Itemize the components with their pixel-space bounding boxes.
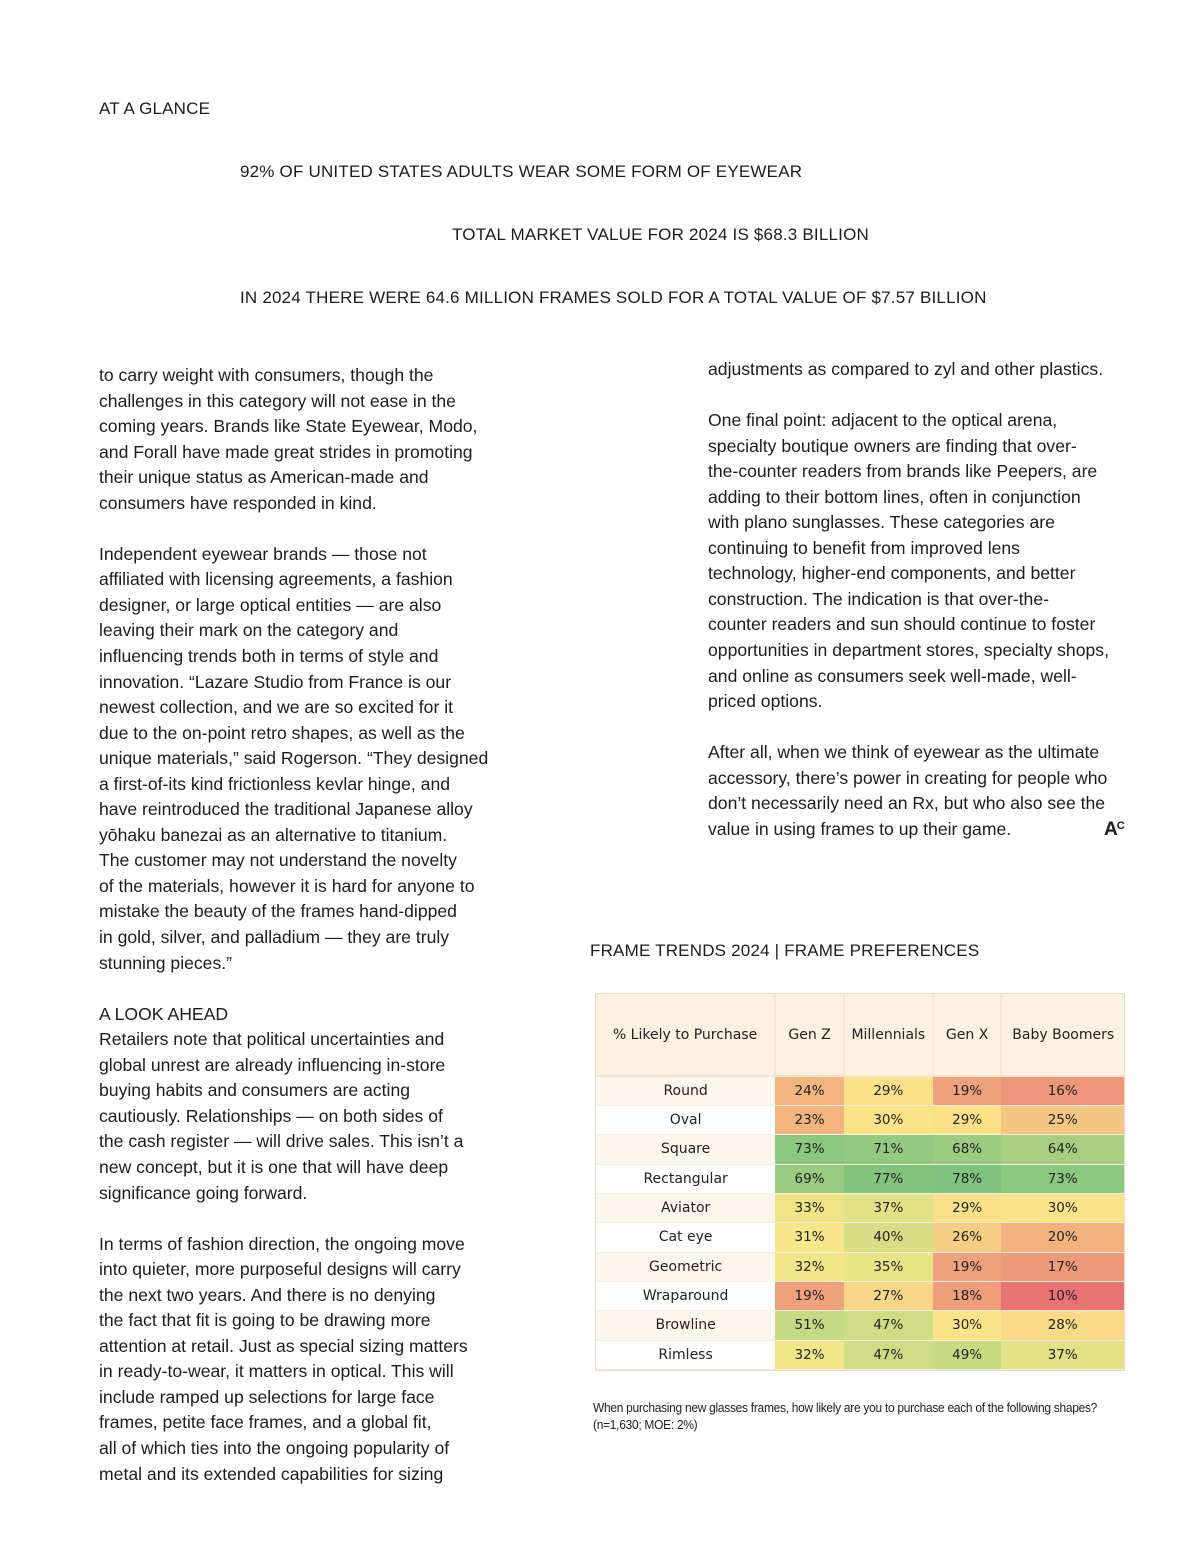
stat-market-value: TOTAL MARKET VALUE FOR 2024 IS $68.3 BILLION — [452, 225, 869, 244]
table-row — [596, 1281, 1124, 1310]
cell-gen-z: 73% — [775, 1135, 844, 1164]
row-label-shape: Square — [596, 1135, 775, 1164]
cell-baby-boomers: 37% — [1001, 1340, 1124, 1369]
cell-baby-boomers: 64% — [1001, 1135, 1124, 1164]
left-paragraph-3: Retailers note that political uncertainties and global unrest are already influencing in-store buying habits and consumers are acting cautiously. Relationships — on both sides of the cash register — will drive sales. This isn’t a new concept, but it is one that will have deep significance going forward. — [99, 1029, 464, 1203]
row-label-shape: Cat eye — [596, 1223, 775, 1252]
ac-logo-letter: A — [1104, 819, 1117, 840]
cell-millennials: 40% — [844, 1223, 933, 1252]
cell-gen-x: 49% — [933, 1340, 1002, 1369]
left-paragraph-2: Independent eyewear brands — those not affiliated with licensing agreements, a fashion designer, or large optical entities — are also leaving their mark on the category and influencing trends both in terms of style and innovation. “Lazare Studio from France is our newest collection, and we are so excited for it due to the on-point retro shapes, as well as the unique materials,” said Rogerson. “They designed a first-of-its kind frictionless kevlar hinge, and have reintroduced the traditional Japanese alloy yōhaku banezai as an alternative to titanium. The customer may not understand the novelty of the materials, however it is hard for anyone to mistake the beauty of the frames hand-dipped in gold, silver, and palladium — they are truly stunning pieces.” — [99, 543, 489, 973]
cell-gen-z: 19% — [775, 1281, 844, 1310]
cell-gen-x: 26% — [933, 1223, 1002, 1252]
ac-logo — [1104, 819, 1124, 841]
column-header-gen-z: Gen Z — [775, 994, 844, 1076]
cell-gen-x: 18% — [933, 1281, 1002, 1310]
ac-logo-superscript: C — [1116, 820, 1124, 832]
cell-millennials: 35% — [844, 1252, 933, 1281]
row-label-shape: Wraparound — [596, 1281, 775, 1310]
cell-millennials: 47% — [844, 1311, 933, 1340]
cell-gen-x: 78% — [933, 1164, 1002, 1193]
cell-baby-boomers: 16% — [1001, 1076, 1124, 1105]
cell-millennials: 71% — [844, 1135, 933, 1164]
cell-gen-z: 23% — [775, 1105, 844, 1134]
cell-gen-z: 32% — [775, 1252, 844, 1281]
row-label-shape: Geometric — [596, 1252, 775, 1281]
table-row — [596, 1340, 1124, 1369]
cell-millennials: 27% — [844, 1281, 933, 1310]
survey-caption: When purchasing new glasses frames, how likely are you to purchase each of the following shapes? (n=1,630; MOE: 2%) — [593, 1400, 1098, 1432]
cell-gen-x: 30% — [933, 1311, 1002, 1340]
frame-preferences-table — [595, 993, 1125, 1371]
table-row — [596, 1135, 1124, 1164]
cell-millennials: 29% — [844, 1076, 933, 1105]
table-row — [596, 1252, 1124, 1281]
left-paragraph-1: to carry weight with consumers, though the challenges in this category will not ease in the coming years. Brands like State Eyewear, Modo, and Forall have made great strides in promoting their unique status as American-made and consumers have responded in kind. — [99, 365, 478, 513]
cell-baby-boomers: 30% — [1001, 1193, 1124, 1222]
at-a-glance-label: AT A GLANCE — [99, 99, 211, 118]
row-label-shape: Browline — [596, 1311, 775, 1340]
cell-gen-x: 29% — [933, 1105, 1002, 1134]
table-header-row — [596, 994, 1124, 1076]
cell-gen-x: 19% — [933, 1076, 1002, 1105]
row-label-shape: Aviator — [596, 1193, 775, 1222]
right-paragraph-1: adjustments as compared to zyl and other plastics. — [708, 359, 1104, 379]
chart-title: FRAME TRENDS 2024 | FRAME PREFERENCES — [590, 941, 980, 960]
right-column — [708, 357, 1138, 842]
cell-millennials: 47% — [844, 1340, 933, 1369]
right-paragraph-2: One final point: adjacent to the optical arena, specialty boutique owners are finding that over- the-counter readers from brands like Peepers, are adding to their bottom lines, often in conjunction with plano sunglasses. These categories are continuing to benefit from improved lens technology, higher-end components, and better construction. The indication is that over-the- counter readers and sun should continue to foster opportunities in department stores, specialty shops, and online as consumers seek well-made, well- priced options. — [708, 410, 1109, 712]
table-row — [596, 1076, 1124, 1105]
column-header-baby-boomers: Baby Boomers — [1001, 994, 1124, 1076]
stat-frames-sold: IN 2024 THERE WERE 64.6 MILLION FRAMES SOLD FOR A TOTAL VALUE OF $7.57 BILLION — [240, 288, 987, 307]
cell-gen-z: 24% — [775, 1076, 844, 1105]
cell-baby-boomers: 10% — [1001, 1281, 1124, 1310]
cell-millennials: 30% — [844, 1105, 933, 1134]
stat-eyewear-adults: 92% OF UNITED STATES ADULTS WEAR SOME FORM OF EYEWEAR — [240, 162, 803, 181]
column-header-likely: % Likely to Purchase — [596, 994, 775, 1076]
row-label-shape: Rimless — [596, 1340, 775, 1369]
column-header-millennials: Millennials — [844, 994, 933, 1076]
table-row — [596, 1223, 1124, 1252]
cell-baby-boomers: 17% — [1001, 1252, 1124, 1281]
left-column — [99, 363, 509, 1487]
table-row — [596, 1311, 1124, 1340]
section-heading-look-ahead: A LOOK AHEAD — [99, 1003, 229, 1024]
cell-millennials: 77% — [844, 1164, 933, 1193]
cell-gen-x: 68% — [933, 1135, 1002, 1164]
left-paragraph-4: In terms of fashion direction, the ongoing move into quieter, more purposeful designs will carry the next two years. And there is no denying the fact that fit is going to be drawing more attention at retail. Just as special sizing matters in ready-to-wear, it matters in optical. This will include ramped up selections for large face frames, petite face frames, and a global fit, all of which ties into the ongoing popularity of metal and its extended capabilities for sizing — [99, 1233, 468, 1484]
cell-baby-boomers: 25% — [1001, 1105, 1124, 1134]
table-row — [596, 1105, 1124, 1134]
cell-millennials: 37% — [844, 1193, 933, 1222]
row-label-shape: Oval — [596, 1105, 775, 1134]
cell-baby-boomers: 28% — [1001, 1311, 1124, 1340]
cell-baby-boomers: 73% — [1001, 1164, 1124, 1193]
cell-gen-z: 69% — [775, 1164, 844, 1193]
cell-gen-z: 51% — [775, 1311, 844, 1340]
cell-gen-z: 33% — [775, 1193, 844, 1222]
table-row — [596, 1193, 1124, 1222]
row-label-shape: Rectangular — [596, 1164, 775, 1193]
table-row — [596, 1164, 1124, 1193]
column-header-gen-x: Gen X — [933, 994, 1002, 1076]
cell-gen-z: 32% — [775, 1340, 844, 1369]
cell-gen-x: 19% — [933, 1252, 1002, 1281]
right-paragraph-3: After all, when we think of eyewear as the ultimate accessory, there’s power in creating for people who don’t necessarily need an Rx, but who also see the value in using frames to up their game. — [708, 742, 1108, 839]
cell-gen-x: 29% — [933, 1193, 1002, 1222]
row-label-shape: Round — [596, 1076, 775, 1105]
cell-gen-z: 31% — [775, 1223, 844, 1252]
cell-baby-boomers: 20% — [1001, 1223, 1124, 1252]
